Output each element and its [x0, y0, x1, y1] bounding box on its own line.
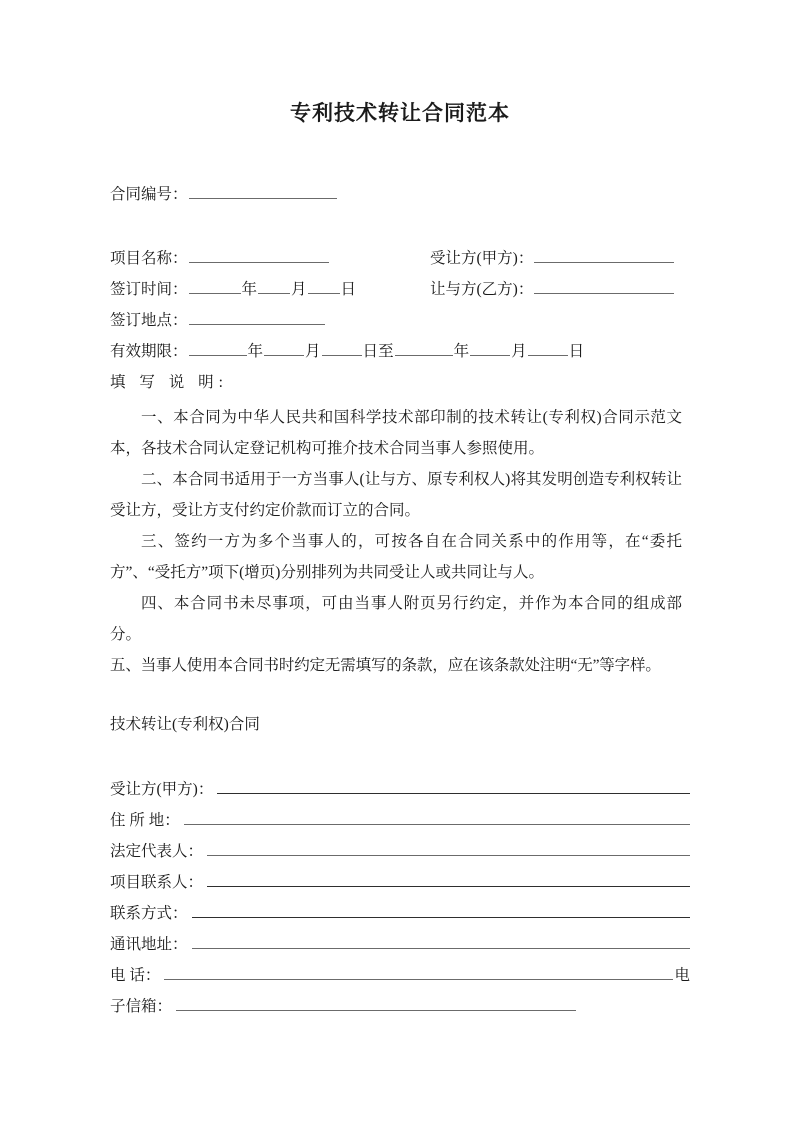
party-fields-block	[110, 778, 690, 1026]
party-field-address	[110, 809, 690, 840]
contract-number-input[interactable]	[189, 183, 337, 199]
note-item-4: 四、本合同书未尽事项，可由当事人附页另行约定，并作为本合同的组成部分。	[110, 595, 682, 643]
party-email-label: 子信箱：	[110, 998, 173, 1015]
note-item-1: 一、本合同为中华人民共和国科学技术部印制的技术转让(专利权)合同示范文本，各技术合同认定登记机构可推介技术合同当事人参照使用。	[110, 409, 682, 457]
field-assignee-top	[430, 247, 675, 270]
valid-from-year-input[interactable]	[189, 340, 247, 356]
party-mailing-address-label: 通讯地址：	[110, 936, 188, 953]
sign-date-day-input[interactable]	[308, 278, 340, 294]
sign-date-month-input[interactable]	[258, 278, 290, 294]
party-contact-method-label: 联系方式：	[110, 905, 188, 922]
page-title: 专利技术转让合同范本	[290, 101, 510, 125]
valid-period-label: 有效期限：	[110, 343, 188, 360]
month-unit-label: 月	[291, 281, 307, 298]
party-mailing-address-input[interactable]	[192, 933, 690, 949]
notes-list	[110, 402, 682, 681]
sign-date-year-input[interactable]	[189, 278, 241, 294]
note-item-5: 五、当事人使用本合同书时约定无需填写的条款，应在该条款处注明“无”等字样。	[110, 657, 661, 674]
year-unit-label: 年	[241, 281, 258, 298]
party-telephone-input[interactable]	[164, 964, 673, 980]
valid-from-month-unit: 月	[305, 343, 321, 360]
notes-heading: 填 写 说 明:	[110, 374, 228, 391]
party-field-email	[110, 995, 690, 1026]
sign-date-label: 签订时间：	[110, 281, 188, 298]
sign-place-input[interactable]	[189, 309, 325, 325]
valid-from-day-unit: 日	[362, 343, 379, 360]
party-contact-method-input[interactable]	[192, 902, 690, 918]
contract-section-heading: 技术转让(专利权)合同	[110, 716, 260, 733]
party-assignee-input[interactable]	[217, 778, 690, 794]
field-sign-place	[110, 309, 326, 332]
field-assignor-top	[430, 278, 675, 301]
assignee-top-label: 受让方(甲方)：	[430, 250, 534, 267]
valid-to-year-unit: 年	[453, 343, 470, 360]
party-field-legal-rep	[110, 840, 690, 871]
project-name-label: 项目名称：	[110, 250, 188, 267]
valid-to-day-unit: 日	[568, 343, 585, 360]
note-item-3: 三、签约一方为多个当事人的，可按各自在合同关系中的作用等，在“委托方”、“受托方”项下(增页)分别排列为共同受让人或共同让与人。	[110, 533, 682, 581]
valid-from-month-input[interactable]	[264, 340, 304, 356]
party-field-assignee	[110, 778, 690, 809]
party-assignee-label: 受让方(甲方)：	[110, 781, 214, 798]
contract-number-label: 合同编号：	[110, 186, 188, 203]
party-field-project-contact	[110, 871, 690, 902]
party-legal-rep-input[interactable]	[207, 840, 690, 856]
party-address-label: 住 所 地：	[110, 812, 180, 829]
party-email-input[interactable]	[176, 995, 576, 1011]
party-field-mailing-address	[110, 933, 690, 964]
valid-to-year-input[interactable]	[395, 340, 453, 356]
valid-to-day-input[interactable]	[528, 340, 568, 356]
field-contract-number	[110, 183, 338, 206]
party-address-input[interactable]	[184, 809, 690, 825]
party-project-contact-label: 项目联系人：	[110, 874, 204, 891]
party-field-telephone	[110, 964, 690, 995]
project-name-input[interactable]	[189, 247, 329, 263]
party-field-contact-method	[110, 902, 690, 933]
valid-from-year-unit: 年	[247, 343, 264, 360]
party-project-contact-input[interactable]	[207, 871, 690, 887]
field-project-name	[110, 247, 330, 270]
field-sign-date	[110, 278, 356, 301]
assignor-top-input[interactable]	[534, 278, 674, 294]
valid-period-to-label: 至	[378, 343, 394, 360]
field-valid-period	[110, 340, 584, 363]
party-email-label-wrap: 电	[674, 967, 690, 984]
sign-place-label: 签订地点：	[110, 312, 188, 329]
assignee-top-input[interactable]	[534, 247, 674, 263]
valid-to-month-unit: 月	[511, 343, 527, 360]
assignor-top-label: 让与方(乙方)：	[430, 281, 534, 298]
valid-from-day-input[interactable]	[322, 340, 362, 356]
day-unit-label: 日	[340, 281, 357, 298]
note-item-2: 二、本合同书适用于一方当事人(让与方、原专利权人)将其发明创造专利权转让受让方，受让方支付约定价款而订立的合同。	[110, 471, 682, 519]
party-legal-rep-label: 法定代表人：	[110, 843, 204, 860]
party-telephone-label: 电 话：	[110, 967, 161, 984]
valid-to-month-input[interactable]	[470, 340, 510, 356]
